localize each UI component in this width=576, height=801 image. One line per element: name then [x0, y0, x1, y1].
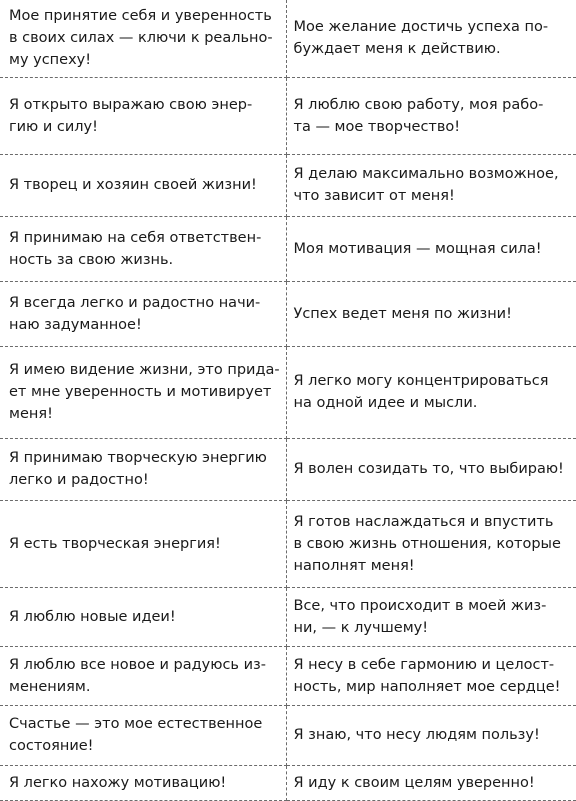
affirmation-cell: Я всегда легко и радостно начи- наю задуманное!: [0, 281, 286, 346]
table-row: [0, 438, 576, 500]
table-row: [0, 646, 576, 705]
affirmation-cell: Я имею видение жизни, это прида- ет мне уверенность и мотивирует меня!: [0, 346, 286, 438]
table-row: [0, 346, 576, 438]
affirmation-cell: Все, что происходит в моей жиз- ни, — к лучшему!: [286, 587, 576, 646]
affirmation-cell: Я люблю свою работу, моя рабо- та — мое творчество!: [286, 77, 576, 154]
affirmation-cell: Я несу в себе гармонию и целост- ность, мир наполняет мое сердце!: [286, 646, 576, 705]
table-row: [0, 154, 576, 216]
affirmation-cell: Я люблю все новое и радуюсь из- менениям.: [0, 646, 286, 705]
affirmation-cell: Я люблю новые идеи!: [0, 587, 286, 646]
table-row: [0, 765, 576, 800]
affirmation-cell: Я волен созидать то, что выбираю!: [286, 438, 576, 500]
affirmation-cell: Я открыто выражаю свою энер- гию и силу!: [0, 77, 286, 154]
affirmation-cell: Успех ведет меня по жизни!: [286, 281, 576, 346]
table-row: [0, 216, 576, 281]
affirmation-cell: Я принимаю творческую энергию легко и радостно!: [0, 438, 286, 500]
affirmation-cell: Я принимаю на себя ответствен- ность за свою жизнь.: [0, 216, 286, 281]
affirmation-cell: Я готов наслаждаться и впустить в свою жизнь отношения, которые наполнят меня!: [286, 500, 576, 587]
table-row: [0, 705, 576, 765]
affirmation-cell: Мое принятие себя и уверенность в своих силах — ключи к реально- му успеху!: [0, 0, 286, 77]
table-row: [0, 587, 576, 646]
affirmation-cell: Я легко могу концентрироваться на одной идее и мысли.: [286, 346, 576, 438]
table-row: [0, 77, 576, 154]
affirmation-cell: Я творец и хозяин своей жизни!: [0, 154, 286, 216]
table-row: [0, 0, 576, 77]
affirmation-cell: Моя мотивация — мощная сила!: [286, 216, 576, 281]
affirmation-cell: Мое желание достичь успеха по- буждает меня к действию.: [286, 0, 576, 77]
affirmation-cell: Я знаю, что несу людям пользу!: [286, 705, 576, 765]
table-row: [0, 500, 576, 587]
affirmation-cell: Я легко нахожу мотивацию!: [0, 765, 286, 800]
affirmation-cell: Я иду к своим целям уверенно!: [286, 765, 576, 800]
affirmation-cell: Счастье — это мое естественное состояние!: [0, 705, 286, 765]
affirmation-cell: Я есть творческая энергия!: [0, 500, 286, 587]
table-row: [0, 281, 576, 346]
affirmation-cell: Я делаю максимально возможное, что зависит от меня!: [286, 154, 576, 216]
